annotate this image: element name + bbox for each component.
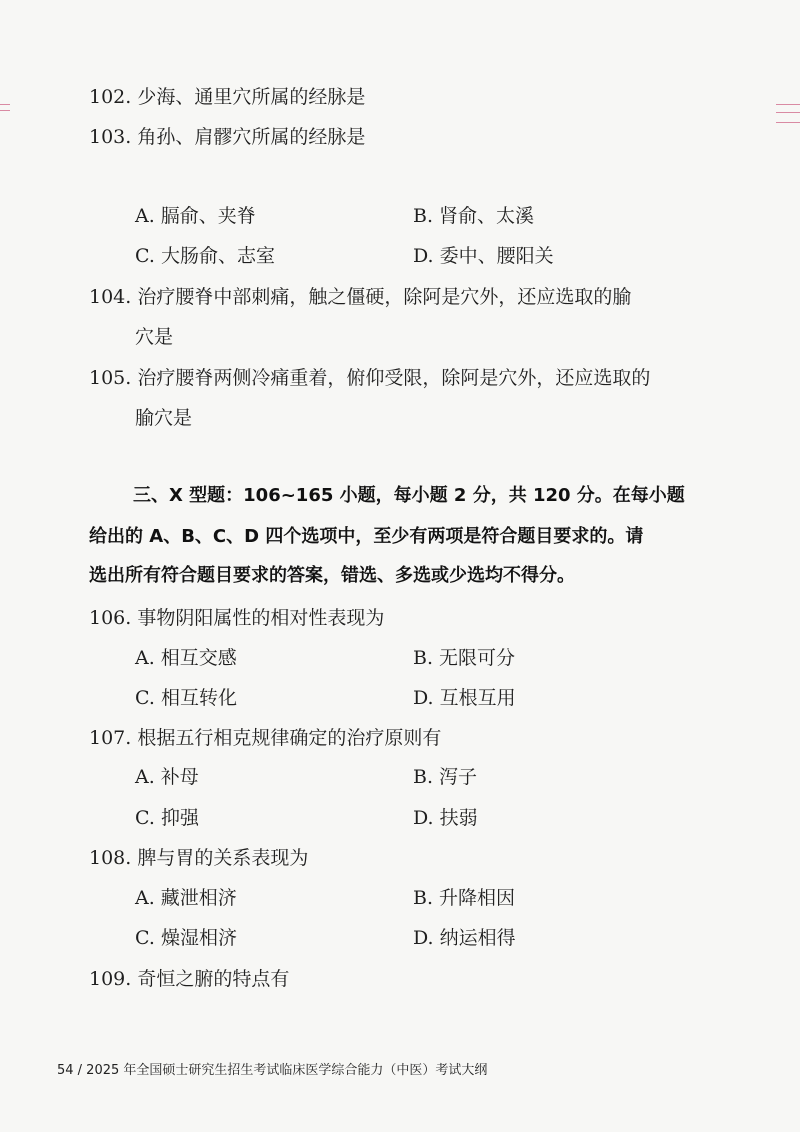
option-d: D. 扶弱 bbox=[413, 807, 478, 829]
option-d: D. 纳运相得 bbox=[413, 927, 516, 949]
section-instructions: 给出的 A、B、C、D 四个选项中，至少有两项是符合题目要求的。请 bbox=[89, 526, 644, 547]
option-b: B. 肾俞、太溪 bbox=[413, 205, 535, 227]
right-margin-mark bbox=[776, 122, 800, 123]
option-a: A. 藏泄相济 bbox=[135, 887, 237, 909]
option-c: C. 相互转化 bbox=[135, 687, 237, 709]
option-c: C. 大肠俞、志室 bbox=[135, 245, 275, 267]
option-a: A. 补母 bbox=[135, 766, 199, 788]
right-margin-mark bbox=[776, 112, 800, 113]
question-105: 105. 治疗腰脊两侧冷痛重着，俯仰受限，除阿是穴外，还应选取的 bbox=[89, 367, 651, 389]
section-heading: 三、X 型题：106~165 小题，每小题 2 分，共 120 分。在每小题 bbox=[133, 485, 685, 506]
option-d: D. 互根互用 bbox=[413, 687, 516, 709]
question-104-continued: 穴是 bbox=[135, 326, 174, 348]
option-b: B. 泻子 bbox=[413, 766, 478, 788]
option-b: B. 无限可分 bbox=[413, 647, 516, 669]
question-102: 102. 少海、通里穴所属的经脉是 bbox=[89, 86, 366, 108]
option-a: A. 相互交感 bbox=[135, 647, 237, 669]
option-d: D. 委中、腰阳关 bbox=[413, 245, 554, 267]
question-107: 107. 根据五行相克规律确定的治疗原则有 bbox=[89, 727, 442, 749]
option-a: A. 膈俞、夹脊 bbox=[135, 205, 256, 227]
question-106: 106. 事物阴阳属性的相对性表现为 bbox=[89, 607, 385, 629]
option-c: C. 抑强 bbox=[135, 807, 199, 829]
option-b: B. 升降相因 bbox=[413, 887, 516, 909]
question-109: 109. 奇恒之腑的特点有 bbox=[89, 968, 290, 990]
option-c: C. 燥湿相济 bbox=[135, 927, 237, 949]
question-105-continued: 腧穴是 bbox=[135, 407, 193, 429]
question-104: 104. 治疗腰脊中部刺痛，触之僵硬，除阿是穴外，还应选取的腧 bbox=[89, 286, 632, 308]
page-footer: 54 / 2025 年全国硕士研究生招生考试临床医学综合能力（中医）考试大纲 bbox=[57, 1063, 488, 1078]
section-instructions: 选出所有符合题目要求的答案，错选、多选或少选均不得分。 bbox=[89, 565, 575, 586]
left-margin-mark bbox=[0, 104, 10, 105]
question-103: 103. 角孙、肩髎穴所属的经脉是 bbox=[89, 126, 366, 148]
question-108: 108. 脾与胃的关系表现为 bbox=[89, 847, 309, 869]
left-margin-mark bbox=[0, 110, 10, 111]
right-margin-mark bbox=[776, 104, 800, 105]
